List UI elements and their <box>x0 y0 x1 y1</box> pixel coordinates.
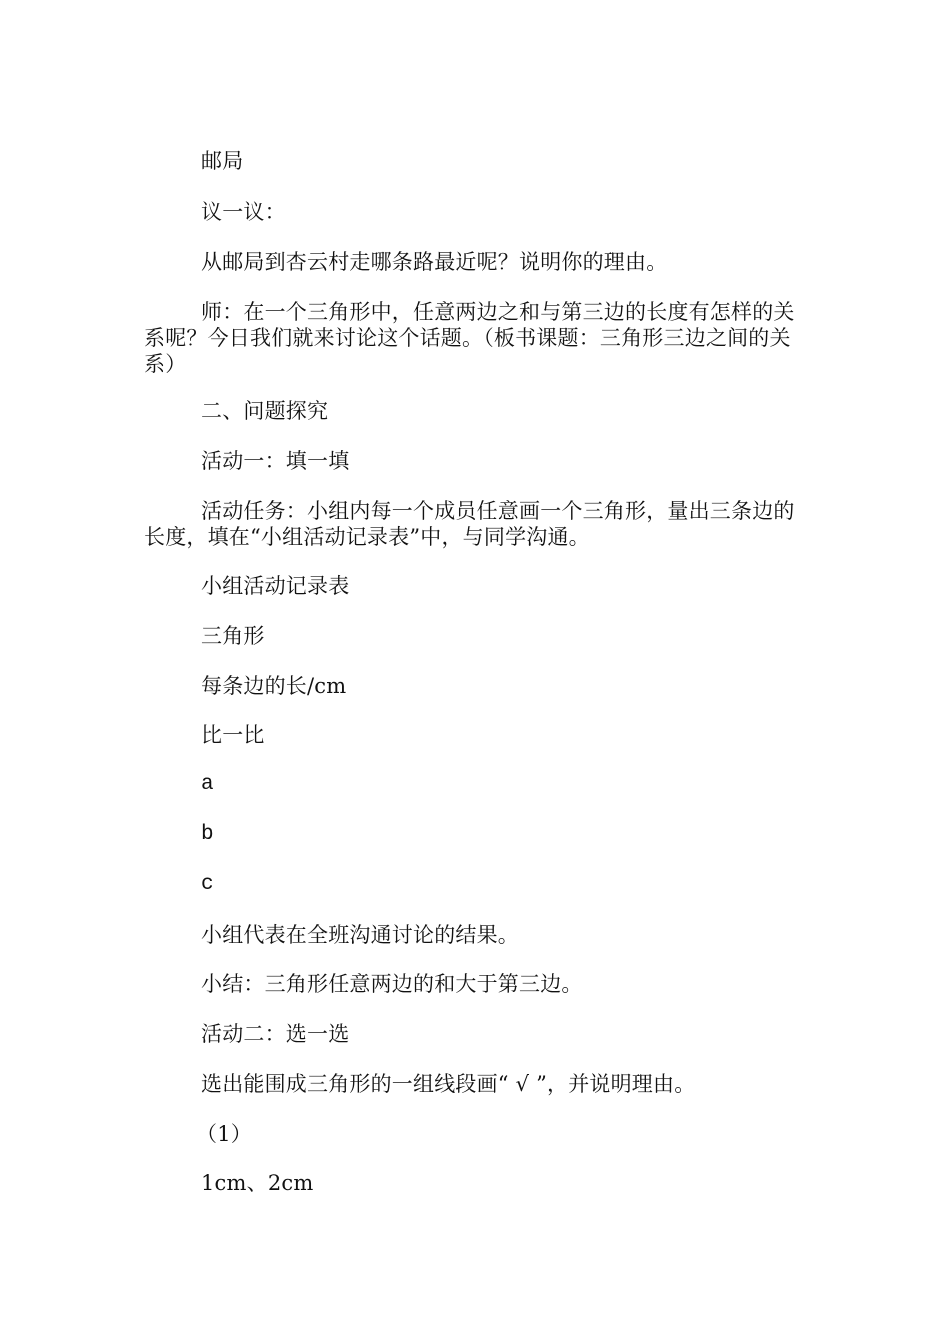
table-header-side-length: 每条边的长/cm <box>201 674 347 698</box>
paragraph-post-office: 邮局 <box>201 149 244 173</box>
item-1-lengths: 1cm、2cm <box>201 1171 314 1195</box>
table-header-triangle: 三角形 <box>201 624 265 648</box>
paragraph-select-instruction: 选出能围成三角形的一组线段画“ √ ”，并说明理由。 <box>201 1072 696 1096</box>
table-column-b: b <box>201 823 214 846</box>
activity-two-heading: 活动二：选一选 <box>201 1022 350 1046</box>
table-column-c: c <box>201 873 214 896</box>
item-number-1: （1） <box>196 1122 252 1146</box>
table-column-a: a <box>201 773 214 796</box>
paragraph-teacher-intro: 师：在一个三角形中，任意两边之和与第三边的长度有怎样的关系呢？今日我们就来讨论这个话题。（板书课题：三角形三边之间的关系） <box>144 300 795 376</box>
table-title: 小组活动记录表 <box>201 574 350 598</box>
paragraph-activity-task: 活动任务：小组内每一个成员任意画一个三角形，量出三条边的长度，填在“小组活动记录表”中，与同学沟通。 <box>144 499 795 549</box>
paragraph-discuss: 议一议： <box>201 200 286 224</box>
paragraph-question-route: 从邮局到杏云村走哪条路最近呢？说明你的理由。 <box>201 250 668 274</box>
table-header-compare: 比一比 <box>201 723 265 747</box>
activity-one-heading: 活动一：填一填 <box>201 449 350 473</box>
section-heading-problem-inquiry: 二、问题探究 <box>201 399 329 423</box>
paragraph-summary: 小结：三角形任意两边的和大于第三边。 <box>201 972 583 996</box>
paragraph-group-report: 小组代表在全班沟通讨论的结果。 <box>201 923 519 947</box>
